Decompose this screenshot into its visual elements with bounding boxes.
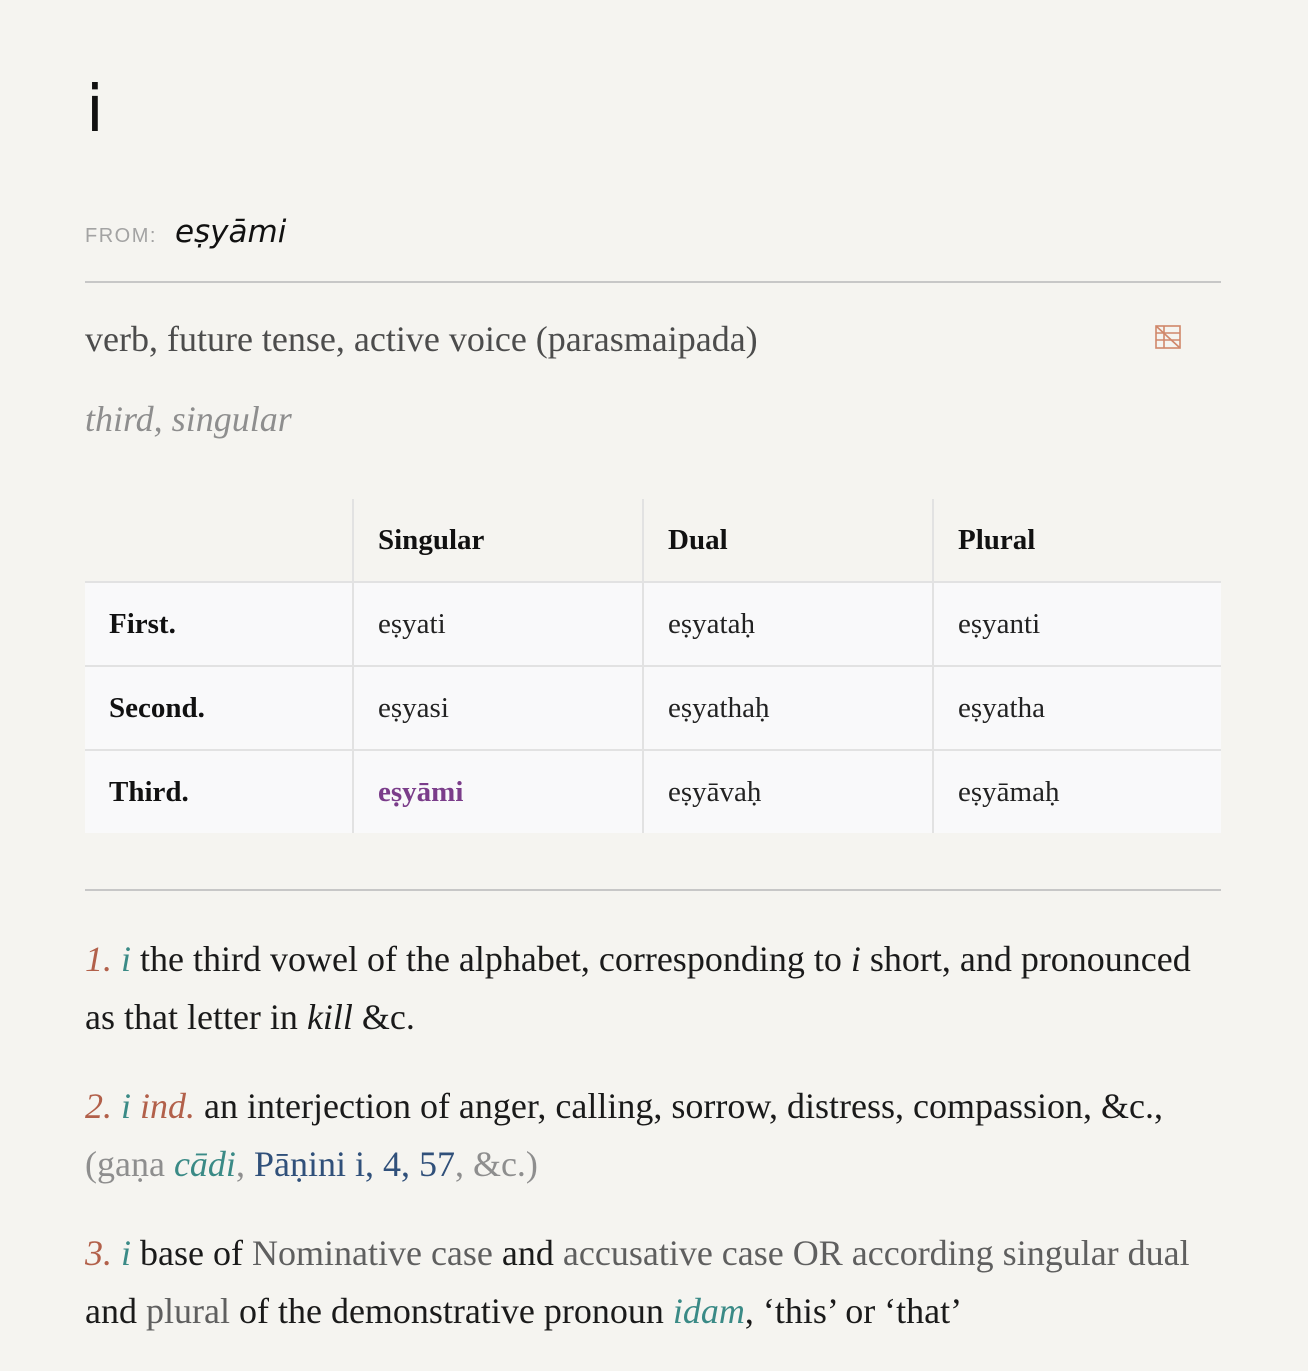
row-header-first: First. <box>85 582 353 666</box>
table-cell[interactable]: eṣyanti <box>933 582 1221 666</box>
definition-text: &c. <box>352 997 415 1037</box>
table-cell[interactable]: eṣyati <box>353 582 643 666</box>
table-cell[interactable]: eṣyathaḥ <box>643 666 933 750</box>
row-header-third: Third. <box>85 750 353 833</box>
definition-headword: i <box>121 1086 132 1126</box>
from-label: FROM: <box>85 225 157 247</box>
grammar-note: (gaṇa <box>85 1144 174 1184</box>
definition-text: and <box>492 1233 563 1273</box>
column-header <box>85 499 353 582</box>
definition-emphasis: kill <box>306 997 353 1037</box>
table-row <box>85 582 1221 666</box>
table-row <box>85 666 1221 750</box>
conjugation-table <box>85 499 1221 833</box>
definition-number: 3. <box>85 1233 112 1273</box>
definition-text: an interjection of anger, calling, sorrow, distress, compassion, &c., <box>204 1086 1164 1126</box>
definitions-list <box>85 930 1225 1371</box>
table-toggle-icon[interactable] <box>1154 323 1182 351</box>
part-of-speech: ind. <box>140 1086 196 1126</box>
divider <box>85 281 1221 283</box>
from-row <box>85 214 286 250</box>
grammar-note: , <box>235 1144 254 1184</box>
column-header-singular: Singular <box>353 499 643 582</box>
definition-number: 2. <box>85 1086 112 1126</box>
column-header-dual: Dual <box>643 499 933 582</box>
table-cell[interactable]: eṣyāvaḥ <box>643 750 933 833</box>
grammar-term: accusative case OR according singular dual <box>562 1233 1190 1273</box>
headword: i <box>86 73 104 147</box>
definition-text: short, and pronounced as that letter in <box>85 939 1191 1037</box>
grammar-term: plural <box>145 1291 230 1331</box>
cross-reference-link[interactable]: idam <box>672 1291 745 1331</box>
table-cell[interactable]: eṣyasi <box>353 666 643 750</box>
definition-headword: i <box>121 1233 132 1273</box>
definition-headword: i <box>121 939 132 979</box>
column-header-plural: Plural <box>933 499 1221 582</box>
definition-text: and <box>85 1291 146 1331</box>
table-header-row <box>85 499 1221 582</box>
table-cell[interactable]: eṣyataḥ <box>643 582 933 666</box>
definition-text: base of <box>131 1233 252 1273</box>
definition-text: the third vowel of the alphabet, corresponding to <box>131 939 851 979</box>
table-cell-current-form[interactable]: eṣyāmi <box>353 750 643 833</box>
divider <box>85 889 1221 891</box>
definition-number: 1. <box>85 939 112 979</box>
grammar-term: Nominative case <box>251 1233 493 1273</box>
grammar-description: verb, future tense, active voice (parasmaipada) <box>85 319 758 359</box>
table-cell[interactable]: eṣyāmaḥ <box>933 750 1221 833</box>
row-header-second: Second. <box>85 666 353 750</box>
definition-item <box>85 930 1225 1046</box>
table-cell[interactable]: eṣyatha <box>933 666 1221 750</box>
definition-item <box>85 1224 1225 1340</box>
definition-item <box>85 1077 1225 1193</box>
definition-text: , ‘this’ or ‘that’ <box>744 1291 963 1331</box>
grammar-note: , &c.) <box>454 1144 538 1184</box>
from-word[interactable]: eṣyāmi <box>174 214 287 250</box>
cross-reference-link[interactable]: cādi <box>173 1144 236 1184</box>
person-number: third, singular <box>85 399 292 439</box>
source-reference-link[interactable]: Pāṇini i, 4, 57 <box>253 1144 455 1184</box>
definition-emphasis: i <box>850 939 861 979</box>
definition-text: of the demonstrative pronoun <box>229 1291 673 1331</box>
table-row <box>85 750 1221 833</box>
